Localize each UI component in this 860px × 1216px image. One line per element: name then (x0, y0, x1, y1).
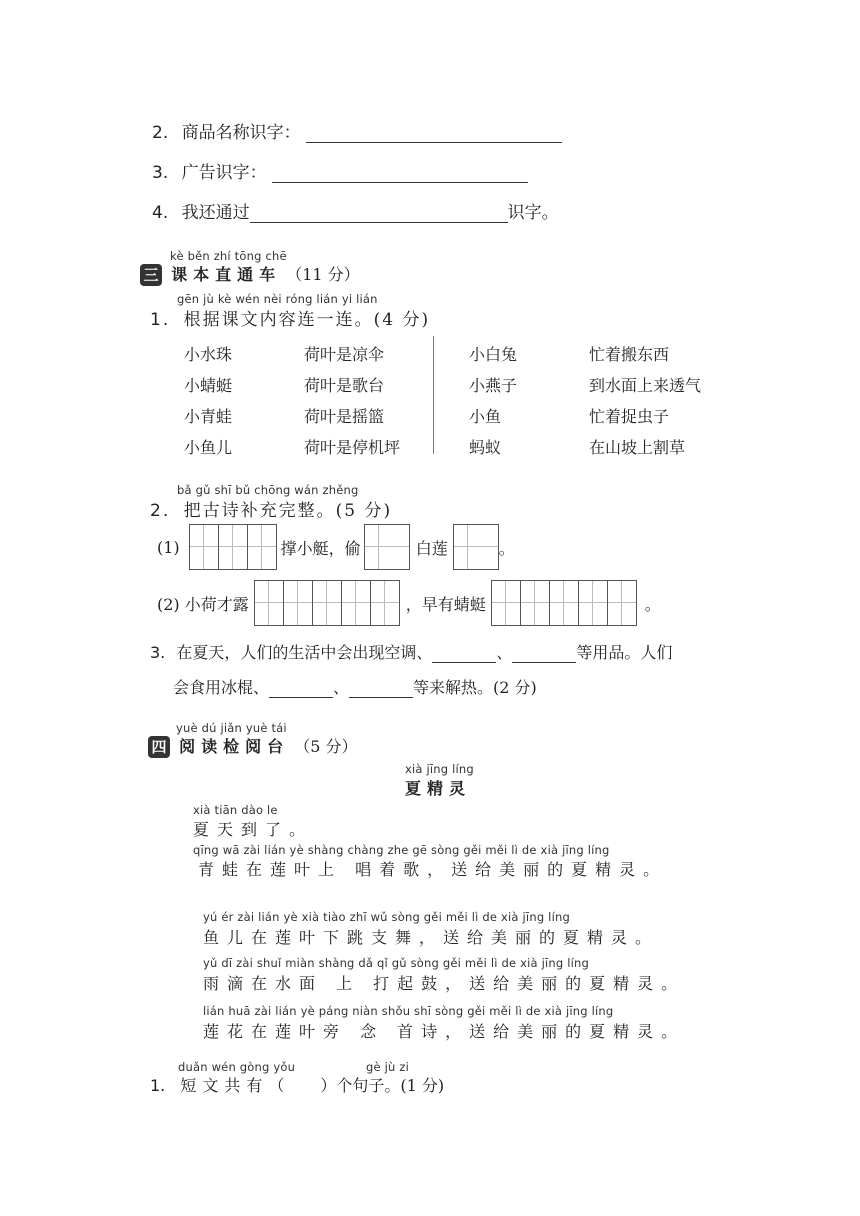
s4-q1-prompt (150, 1073, 444, 1096)
section-title: 阅读检阅台 (179, 737, 290, 756)
answer-blank[interactable] (250, 204, 508, 223)
poem-line: 莲花在莲叶旁 念 首诗，送给美丽的夏精灵。 (203, 1022, 686, 1041)
poem-line: 雨滴在水面 上 打起鼓，送给美丽的夏精灵。 (203, 974, 686, 993)
question-suffix: 识字。 (507, 203, 559, 223)
match-item[interactable]: 小水珠 (184, 345, 233, 364)
section-title: 课本直通车 (171, 265, 282, 284)
poem-line-pinyin: qīng wā zài lián yè shàng chàng zhe gē sòng gěi měi lì de xià jīng líng (193, 843, 610, 857)
match-item[interactable]: 荷叶是歌台 (304, 376, 385, 395)
char-grid-1[interactable] (365, 524, 410, 570)
section-score: （11 分） (286, 265, 360, 284)
question-text: 等用品。人们 (576, 643, 673, 662)
char-grid-5b[interactable] (492, 580, 637, 626)
char-grid-5[interactable] (255, 580, 400, 626)
match-item[interactable]: 荷叶是凉伞 (304, 345, 385, 364)
q3-line-2 (173, 675, 537, 698)
match-item[interactable]: 小鱼 (469, 407, 502, 426)
question-text: 广告识字： (181, 163, 267, 183)
line-label: (2) 小荷才露 (157, 594, 249, 614)
match-item[interactable]: 小鱼儿 (184, 438, 233, 457)
char-grid-1b[interactable] (454, 524, 499, 570)
answer-blank[interactable] (269, 679, 333, 698)
separator: 、 (333, 678, 350, 697)
poem-line-pinyin: lián huā zài lián yè páng niàn shǒu shī sòng gěi měi lì de xià jīng líng (203, 1004, 614, 1018)
question-text: 我还通过 (181, 203, 250, 223)
match-item[interactable]: 到水面上来透气 (589, 376, 702, 395)
q2-prompt (150, 496, 392, 521)
poem-title-pinyin: xià jīng líng (405, 762, 474, 776)
question-text: 根据课文内容连一连。(4 分) (183, 310, 431, 330)
question-number: 1. (150, 1076, 166, 1095)
match-right-col1 (469, 339, 517, 463)
poem-punct: 。 (498, 538, 515, 558)
match-item[interactable]: 小燕子 (469, 376, 518, 395)
match-item[interactable]: 小蜻蜓 (184, 376, 233, 395)
question-number: 4. (152, 203, 169, 223)
answer-blank[interactable] (272, 164, 528, 183)
poem-text: 白莲 (415, 538, 448, 558)
question-text: 把古诗补充完整。(5 分) (183, 501, 393, 521)
q2-pinyin: bǎ gǔ shī bǔ chōng wán zhěng (177, 483, 359, 497)
question-text: 商品名称识字： (181, 123, 301, 143)
question-number: 1. (150, 310, 171, 330)
question-number: 2. (152, 123, 169, 143)
question-number: 3. (152, 163, 169, 183)
q3-line-1 (150, 640, 672, 663)
section-score: （5 分） (294, 737, 358, 756)
poem-line-1 (157, 524, 515, 570)
poem-line: 青蛙在莲叶上 唱着歌，送给美丽的夏精灵。 (198, 860, 668, 879)
q1-pinyin: gēn jù kè wén nèi róng lián yi lián (177, 292, 378, 306)
section4-pinyin: yuè dú jiǎn yuè tái (176, 721, 287, 735)
match-left-col1 (184, 339, 232, 463)
separator: 、 (496, 643, 513, 662)
poem-line-pinyin: xià tiān dào le (193, 803, 278, 817)
question-3-ads (152, 158, 528, 183)
poem-line-pinyin: yǔ dī zài shuǐ miàn shàng dǎ qǐ gǔ sòng gěi měi lì de xià jīng líng (203, 956, 590, 970)
section3-pinyin: kè běn zhí tōng chē (170, 249, 287, 263)
poem-title: 夏精灵 (405, 779, 472, 798)
match-item[interactable]: 荷叶是停机坪 (304, 438, 401, 457)
poem-line: 鱼儿在莲叶下跳支舞，送给美丽的夏精灵。 (203, 928, 660, 947)
char-grid-3[interactable] (190, 524, 277, 570)
answer-blank[interactable] (512, 644, 576, 663)
poem-line: 夏天到了。 (193, 820, 314, 839)
poem-line-2 (157, 580, 661, 626)
question-text: 短文共有（ (180, 1076, 291, 1095)
section-number-badge: 三 (140, 264, 162, 286)
question-number: 3. (150, 643, 166, 662)
match-item[interactable]: 蚂蚁 (469, 438, 502, 457)
question-text: ）个句子。(1 分) (320, 1076, 445, 1095)
question-4-other (152, 198, 559, 223)
question-text: 在夏天，人们的生活中会出现空调、 (176, 643, 433, 662)
match-item[interactable]: 小白兔 (469, 345, 518, 364)
question-text: 会食用冰棍、 (173, 678, 270, 697)
poem-line-pinyin: yú ér zài lián yè xià tiào zhī wǔ sòng gěi měi lì de xià jīng líng (203, 910, 570, 924)
match-item[interactable]: 在山坡上割草 (589, 438, 686, 457)
question-text: 等来解热。(2 分) (413, 678, 537, 697)
match-item[interactable]: 荷叶是摇篮 (304, 407, 385, 426)
q1-prompt (150, 305, 430, 330)
watermark (700, 430, 730, 890)
question-2-product-names (152, 118, 562, 143)
section4-header (148, 734, 357, 758)
answer-blank[interactable] (432, 644, 496, 663)
s4q1-pinyin-b: gè jù zi (366, 1060, 410, 1074)
match-item[interactable]: 忙着搬东西 (589, 345, 670, 364)
line-label: (1) (157, 537, 180, 557)
s4q1-pinyin-a: duǎn wén gòng yǒu (178, 1060, 296, 1074)
section-number-badge: 四 (148, 736, 170, 758)
match-item[interactable]: 小青蛙 (184, 407, 233, 426)
question-number: 2. (150, 501, 171, 521)
section3-header (140, 262, 360, 286)
poem-text: ，早有蜻蜓 (405, 594, 486, 614)
match-right-col2 (589, 339, 701, 463)
match-left-col2 (304, 339, 400, 463)
match-item[interactable]: 忙着捉虫子 (589, 407, 670, 426)
poem-text: 撑小艇，偷 (280, 538, 361, 558)
answer-blank[interactable] (306, 124, 562, 143)
match-divider (433, 336, 434, 454)
answer-blank[interactable] (349, 679, 413, 698)
poem-punct: 。 (644, 594, 661, 614)
